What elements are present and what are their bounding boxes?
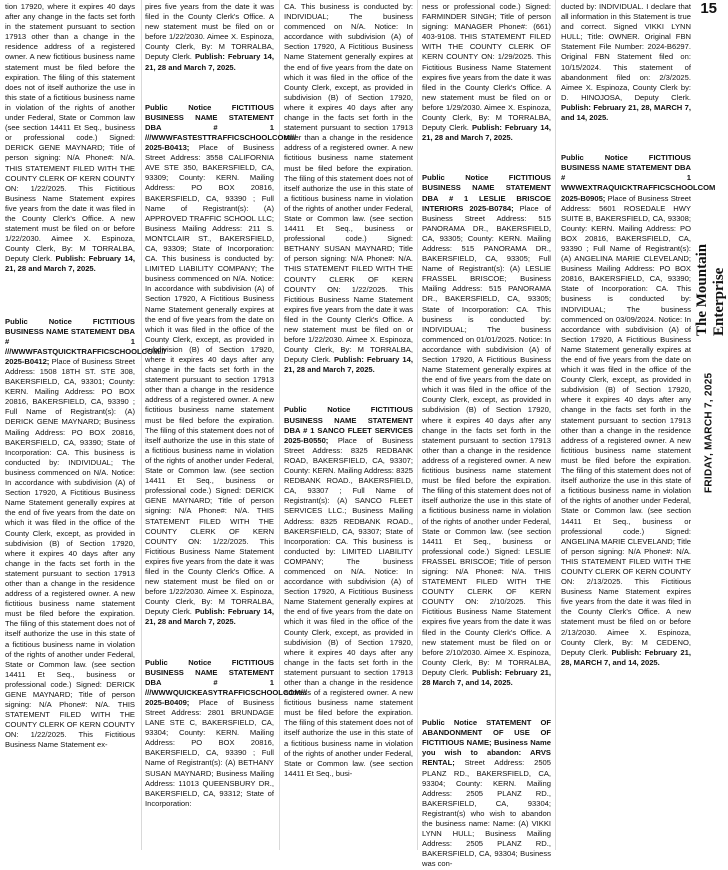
legal-notice (561, 2, 691, 123)
column-2 (145, 2, 307, 848)
notice-body: Street Address: 2505 PLANZ RD., BAKERSFIELD, CA, 93304; County: KERN. Mailing Address: 2505 PLANZ RD., BAKERSFIELD, CA, 93304; Registrant(s) who wish to abandon the business name: Name: (A) VIKKI LYNN HULL; Business Mailing Address: 2505 PLANZ RD., BAKERSFIELD, CA, 93304; Business was con- (422, 758, 551, 869)
masthead: The Mountain Enterprise (694, 243, 727, 336)
page-number: 15 (700, 0, 717, 17)
notice-spacer (5, 275, 135, 317)
notice-body: ducted by: INDIVIDUAL. I declare that all information in this Statement is true and correct. Signed VIKKI LYNN HULL; Title: OWNER. Original FBN Statement File Number: 2024-B6297. Original FBN Statement filed on: 10/15/2024. This statement of abandonment filed on: 2/3/2025. Aimee X. Espinoza, County Clerk by: D. HINOJOSA, Deputy Clerk. (561, 2, 691, 102)
notice-spacer (422, 688, 551, 718)
legal-notice (145, 102, 297, 628)
notice-body: Place of Business Street Address: 3558 CALIFORNIA AVE STE 350, BAKERSFIELD, CA, 93309; County: KERN. Mailing Address: PO BOX 20816, BAKERSFIELD, CA, 93390 ; Full Name of Registrant(s): (A) APPROVED TRAFFIC SCHOOL LLC; Business Mailing Address: 211 S. MONTCLAIR ST., BAKERSFIELD, CA, 93309; State of Incorporation: CA. This business is conducted by: LIMITED LIABILITY COMPANY; The business commenced on N/A. Notice: In accordance with subdivision (A) of Section 17920, A Fictitious Business Name Statement generally expires at the end of five years from the date on which it was filed in the office of the County Clerk, except, as provided in subdivision (B) of Section 17920, where it expires 40 days after any change in the facts set forth in the statement pursuant to section 17913 other than a change in the residence address of a registered owner. A new fictitious business name statement must be filed before the expiration. The filing of this statement does not of itself authorize the use in this state of a fictitious business name in violation of the rights of another under Federal, State or Common law. (see section 14411 Et Seq., business or professional code.) Signed: DERICK GENE MAYNARD; Title of person signing: N/A Phone#: N/A. THIS STATEMENT FILED WITH THE COUNTY CLERK OF KERN COUNTY ON: 1/22/2025. This Fictitious Business Name Statement expires five years from the date it was filed in the County Clerk's Office. A new statement must be filed on or before 1/22/2030. Aimee X. Espinoza, County Clerk, By: M TORRALBA, Deputy Clerk. (145, 143, 274, 617)
notice-spacer (284, 375, 413, 405)
notice-heading: Public Notice FICTITIOUS BUSINESS NAME STATEMENT DBA # 1 ///WWWFASTQUICKTRAFFICSCHOOLCOM/// 2025-B0412; (5, 316, 166, 366)
column-rule (417, 0, 418, 850)
publish-dates: Publish: February 14, 21, 28 and March 7, 2025. (422, 123, 551, 143)
notice-spacer (561, 123, 691, 153)
notice-heading: Public Notice STATEMENT OF ABANDONMENT OF USE OF FICTITIOUS NAME; Business Name you wish to abandon: ARVS RENTAL; (422, 718, 551, 768)
legal-notice (422, 2, 551, 143)
legal-notice (422, 718, 551, 869)
column-rule (279, 0, 280, 850)
publish-dates: Publish: February 21, 28, MARCH 7, and 14, 2025. (561, 102, 691, 123)
legal-notice (145, 657, 307, 809)
notice-body: pires five years from the date it was filed in the County Clerk's Office. A new statement must be filed on or before 1/22/2030. Aimee X. Espinoza, County Clerk, By: M TORRALBA, Deputy Clerk. (145, 2, 274, 62)
column-4 (422, 2, 551, 869)
notice-spacer (145, 628, 274, 658)
notice-body: tion 17920, where it expires 40 days after any change in the facts set forth in the statement pursuant to section 17913 other than a change in the residence address of a registered owner. A new fictitious business name statement must be filed before the expiration. The filing of this statement does not of itself authorize the use in this state of a fictitious business name in violation of the rights of another under Federal, State or Common law (see section 14411 Et Seq., business or professional code.) Signed: DERICK GENE MAYNARD; Title of person signing: N/A Phone#: N/A. THIS STATEMENT FILED WITH THE COUNTY CLERK OF KERN COUNTY ON: 1/22/2025. This Fictitious Business Name Statement expires five years from the date it was filed in the County Clerk's Office. A new statement must be filed on or before 1/22/2030. Aimee X. Espinoza, County Clerk, By: M TORRALBA, Deputy Clerk. (5, 2, 135, 264)
publish-dates: Publish: February 21, 28, MARCH 7, and 14, 2025. (561, 647, 691, 667)
publish-dates: Publish: February 14, 21, 28 and March 7, 2025. (145, 607, 274, 627)
publish-dates: Publish: February 14, 21, 28 and March 7, 2025. (5, 254, 135, 274)
notice-spacer (422, 143, 551, 173)
column-rule (555, 0, 556, 850)
legal-notice (422, 173, 551, 688)
notice-body: Place of Business Street Address: 2801 BRUNDAGE LANE STE C, BAKERSFIELD, CA, 93304; County: KERN. Mailing Address: PO BOX 20816, BAKERSFIELD, CA, 93390 ; Full Name of Registrant(s): (A) BETHANY SUSAN MAYNARD; Business Mailing Address: 11013 QUEENSBURY DR., BAKERSFIELD, CA, 93312; State of Incorporation: (145, 697, 274, 808)
publish-dates: Publish: February 14, 21, 28 and March 7, 2025. (284, 355, 413, 375)
legal-notice (284, 405, 413, 778)
notice-heading: Public Notice FICTITIOUS BUSINESS NAME STATEMENT DBA # 1 SANCO FLEET SERVICES 2025-B0550; (284, 405, 413, 445)
notice-body: ness or professional code.) Signed: FARMINDER SINGH; Title of person signing: MANAGER Phone#: (661) 403-9108. THIS STATEMENT FILED WITH THE COUNTY CLERK OF KERN COUNTY ON: 1/29/2025. This Fictitious Business Name Statement expires five years from the date it was filed in the County Clerk's Office. A new statement must be filed on or before 1/29/2030. Aimee X. Espinoza, County Clerk, By: M TORRALBA, Deputy Clerk. (422, 2, 551, 133)
legal-notice (5, 2, 135, 275)
publish-dates: Publish: February 21, 28 March 7, and 14, 2025. (422, 667, 551, 687)
legal-notice (5, 316, 166, 751)
legal-notice (145, 2, 274, 73)
column-rule (141, 0, 142, 850)
column-3 (284, 2, 413, 848)
notice-heading: Public Notice FICTITIOUS BUSINESS NAME STATEMENT DBA # 1 ///WWWFASTESTTRAFFICSCHOOLCOM/// 2025-B0413; (145, 102, 297, 153)
notice-heading: Public Notice FICTITIOUS BUSINESS NAME STATEMENT DBA # 1 ///WWWQUICKEASYTRAFFICSCHOOLCOM/// 2025-B0409; (145, 657, 307, 707)
legal-notice (284, 2, 413, 375)
notice-spacer (145, 73, 274, 103)
publish-dates: Publish: February 14, 21, 28 and March 7, 2025. (145, 52, 274, 72)
dateline: FRIDAY, MARCH 7, 2025 (703, 372, 715, 494)
notice-body: Place of Business Street Address: 515 PANORAMA DR., BAKERSFIELD, CA, 93305; County: KERN. Mailing Address: 515 PANORAMA DR., BAKERSFIELD, CA, 93305; Full Name of Registrant(s): (A) LESLIE FRASSEL BRISCOE; Business Mailing Address: 515 PANORAMA DR., BAKERSFIELD, CA, 93305; State of Incorporation: CA. This business is conducted by: INDIVIDUAL; The business commenced on 01/01/2025. Notice: In accordance with subdivision (A) of Section 17920, A Fictitious Business Name Statement generally expires at the end of five years from the date on which it was filed in the office of the County Clerk, except, as provided in subdivision (B) of Section 17920, where it expires 40 days after any change in the facts set forth in the statement pursuant to section 17913 other than a change in the residence address of a registered owner. A new fictitious business name statement must be filed before the expiration. The filing of this statement does not of itself authorize the use in this state of a fictitious business name in violation of the rights of another under Federal, State or Common law. (see section 14411 Et Seq., business or professional code.) Signed: LESLIE FRASSEL BRISCOE; Title of person signing: N/A Phone#: N/A. THIS STATEMENT FILED WITH THE COUNTY CLERK OF KERN COUNTY ON: 2/10/2025. This Fictitious Business Name Statement expires five years from the date it was filed in the County Clerk's Office. A new statement must be filed on or before 2/10/2030. Aimee X. Espinoza, County Clerk, By: M TORRALBA, Deputy Clerk. (422, 203, 551, 677)
notice-body: Place of Business Street Address: 8325 REDBANK ROAD, BAKERSFIELD, CA, 93307; County: KERN. Mailing Address: 8325 REDBANK ROAD., BAKERSFIELD, CA, 93307 ; Full Name of Registrant(s): (A) SANCO FLEET SERVICES LLC.; Business Mailing Address: 8325 REDBANK ROAD., BAKERSFIELD, CA, 93307; State of Incorporation: CA. This business is conducted by: LIMITED LIABILITY COMPANY; The business commenced on N/A. Notice: In accordance with subdivision (A) of Section 17920, A Fictitious Business Name Statement generally expires at the end of five years from the date on which it was filed in the office of the County Clerk, except, as provided in subdivision (B) of Section 17920, where it expires 40 days after any change in the facts set forth in the statement pursuant to section 17913 other than a change in the residence address of a registered owner. A new fictitious business name statement must be filed before the expiration. The filing of this statement does not of itself authorize the use in this state of a fictitious business name in violation of the rights of another under Federal, State or Common law. (see section 14411 Et Seq., busi- (284, 435, 413, 778)
notice-body: Place of Business Street Address: 1508 18TH ST. STE 308, BAKERSFIELD, CA, 93301; County: KERN. Mailing Address: PO BOX 20816, BAKERSFIELD, CA, 93390 ; Full Name of Registrant(s): (A) DERICK GENE MAYNARD; Business Mailing Address: PO BOX 20816, BAKERSFIELD, CA, 93390; State of Incorporation: CA. This business is conducted by: INDIVIDUAL; The business commenced on N/A. Notice: In accordance with subdivision (A) of Section 17920, A Fictitious Business Name Statement generally expires at the end of five years from the date on which it was filed in the office of the County Clerk, except, as provided in subdivision (B) of Section 17920, where it expires 40 days after any change in the facts set forth in the statement pursuant to section 17913 other than a change in the residence address of a registered owner. A new fictitious business name statement must be filed before the expiration. The filing of this statement does not of itself authorize the use in this state of a fictitious business name in violation of the rights of another under Federal, State or Common law. (see section 14411 Et Seq., business or professional code.) Signed: DERICK GENE MAYNARD; Title of person signing: N/A Phone#: N/A. THIS STATEMENT FILED WITH THE COUNTY CLERK OF KERN COUNTY ON: 1/22/2025. This Fictitious Business Name Statement ex- (5, 356, 135, 750)
notice-body: CA. This business is conducted by: INDIVIDUAL; The business commenced on N/A. Notice: In accordance with subdivision (A) of Section 17920, A Fictitious Business Name Statement generally expires at the end of five years from the date on which it was filed in the office of the County Clerk, except, as provided in subdivision (B) of Section 17920, where it expires 40 days after any change in the facts set forth in the statement pursuant to section 17913 other than a change in the residence address of a registered owner. A new fictitious business name statement must be filed before the expiration. The filing of this statement does not of itself authorize the use in this state of a fictitious business name in violation of the rights of another under Federal, State or Common law. (see section 14411 Et Seq., business or professional code.) Signed: BETHANY SUSAN MAYNARD; Title of person signing: N/A Phone#: N/A. THIS STATEMENT FILED WITH THE COUNTY CLERK OF KERN COUNTY ON: 1/22/2025. This Fictitious Business Name Statement expires five years from the date it was filed in the County Clerk's Office. A new statement must be filed on or before 1/22/2030. Aimee X. Espinoza, County Clerk, By: M TORRALBA, Deputy Clerk. (284, 2, 413, 365)
column-1 (5, 2, 166, 848)
notice-body: Place of Business Street Address: 5601 ROSEDALE HWY SUITE B, BAKERSFIELD, CA, 93308; County: KERN. Mailing Address: PO BOX 20816, BAKERSFIELD, CA, 93390 ; Full Name of Registrant(s): (A) ANGELINA MARIE CLEVELAND; Business Mailing Address: PO BOX 20816, BAKERSFIELD, CA, 93390; State of Incorporation: CA. This business is conducted by: INDIVIDUAL; The business commenced on 03/09/2024. Notice: In accordance with subdivision (A) of Section 17920, A Fictitious Business Name Statement generally expires at the end of five years from the date on which it was filed in the office of the County Clerk, except, as provided in subdivision (B) of Section 17920, where it expires 40 days after any change in the facts set forth in the statement pursuant to section 17913 other than a change in the residence address of a registered owner. A new fictitious business name statement must be filed before the expiration. The filing of this statement does not of itself authorize the use in this state of a fictitious business name in violation of the rights of another under Federal, State or Common law. (see section 14411 Et Seq., business or professional code.) Signed: ANGELINA MARIE CLEVELAND; Title of person signing: N/A Phone#: N/A. THIS STATEMENT FILED WITH THE COUNTY CLERK OF KERN COUNTY ON: 2/13/2025. This Fictitious Business Name Statement expires five years from the date it was filed in the County Clerk's Office. A new statement must be filed on or before 2/13/2030. Aimee X. Espinoza, County Clerk, By: M CEDENO, Deputy Clerk. (561, 193, 691, 657)
notice-heading: Public Notice FICTITIOUS BUSINESS NAME STATEMENT DBA # 1 WWWEXTRAQUICKTRAFFICSCHOOLCOM 2025-B0905; (561, 153, 716, 203)
notice-heading: Public Notice FICTITIOUS BUSINESS NAME STATEMENT DBA # 1 LESLIE BRISCOE INTERIORS 2025-B0784; (422, 173, 551, 213)
